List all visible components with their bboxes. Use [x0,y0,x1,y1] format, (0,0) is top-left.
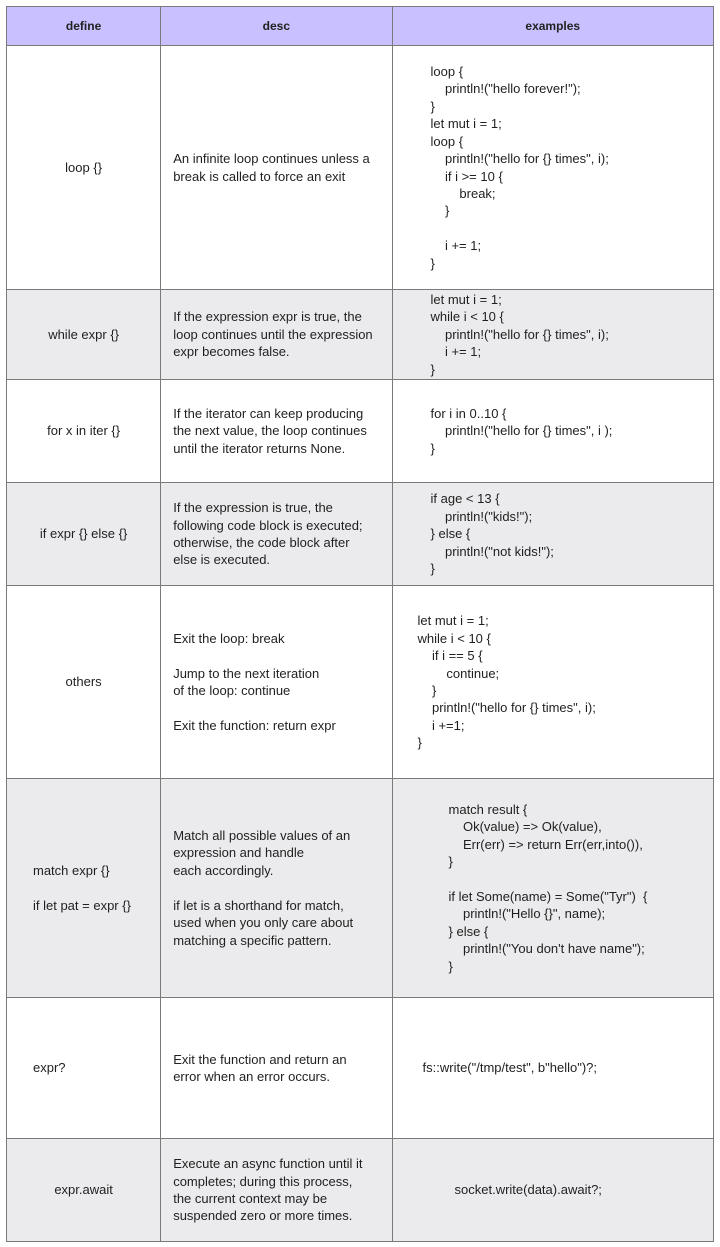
code-line: println!("kids!"); [430,508,533,524]
desc-cell [161,998,392,1139]
desc-text: until the iterator returns None. [173,440,346,456]
define-text: expr.await [54,1182,113,1198]
table-row [7,290,714,380]
desc-cell [161,586,392,779]
desc-text: An infinite loop continues unless a [173,151,370,167]
example-code-cell [392,290,713,380]
desc-text: completes; during this process, [173,1173,353,1189]
code-line: i +=1; [417,717,465,733]
define-cell [7,998,161,1139]
define-cell [7,290,161,380]
code-line: } else { [448,923,489,939]
define-cell [7,586,161,779]
code-line: println!("hello forever!"); [430,81,581,97]
code-line: fs::write("/tmp/test", b"hello")?; [422,1060,598,1076]
code-line: } [448,958,453,974]
code-line: continue; [417,665,500,681]
code-line: if age < 13 { [430,491,500,507]
desc-text: If the iterator can keep producing [173,405,364,421]
code-line: if let Some(name) = Some("Tyr") { [448,888,648,904]
code-line: } [430,203,450,219]
code-line: while i < 10 { [417,630,491,646]
table-row [7,483,714,586]
example-code-cell [392,46,713,290]
desc-text: if let is a shorthand for match, [173,897,344,913]
code-line: Ok(value) => Ok(value), [448,819,602,835]
code-line: println!("hello for {} times", i); [430,326,609,342]
code-line: i += 1; [430,344,482,360]
desc-cell [161,380,392,483]
desc-text: Exit the function: return expr [173,717,336,733]
header-desc: desc [161,7,392,46]
code-line: loop { [430,64,464,80]
desc-text: following code block is executed; [173,517,363,533]
desc-text: If the expression expr is true, the [173,309,362,325]
desc-text: Exit the loop: break [173,630,285,646]
code-line: let mut i = 1; [417,613,489,629]
code-line: i += 1; [430,238,482,254]
desc-text: Exit the function and return an [173,1051,347,1067]
code-line: match result { [448,801,528,817]
desc-text: each accordingly. [173,862,274,878]
define-cell [7,779,161,998]
define-text: loop {} [65,159,103,175]
define-text: expr? [33,1060,66,1076]
define-cell [7,46,161,290]
desc-text: the current context may be [173,1191,328,1206]
desc-cell [161,483,392,586]
table-row [7,380,714,483]
header-define: define [7,7,161,46]
code-line: } [430,561,435,577]
define-text [33,879,160,897]
define-text: if let pat = expr {} [33,897,131,913]
table-row [7,998,714,1139]
desc-cell [161,1139,392,1242]
code-line: } [448,854,453,870]
table-row [7,586,714,779]
example-code-cell [392,483,713,586]
desc-text [173,647,383,664]
code-line: println!("Hello {}", name); [448,906,606,922]
desc-text: expr becomes false. [173,344,290,360]
code-line: loop { [430,133,464,149]
code-line: } [417,683,437,698]
header-row [7,7,714,46]
example-code-cell [392,380,713,483]
code-line: println!("You don't have name"); [448,941,645,957]
desc-cell [161,290,392,380]
desc-cell [161,779,392,998]
desc-text: matching a specific pattern. [173,932,332,948]
define-text: while expr {} [48,326,120,342]
code-line: println!("not kids!"); [430,543,554,559]
desc-text: expression and handle [173,845,305,861]
code-line: } [430,98,435,114]
desc-text: Execute an async function until it [173,1156,363,1172]
define-cell [7,1139,161,1242]
desc-text [173,879,383,896]
desc-cell [161,46,392,290]
table-row [7,779,714,998]
desc-text: loop continues until the expression [173,326,373,342]
control-flow-table [6,6,714,1242]
code-line: for i in 0..10 { [430,405,507,421]
code-line [449,871,713,888]
header-examples: examples [392,7,713,46]
define-text: if expr {} else {} [39,526,128,542]
define-text: others [65,674,102,690]
code-line: socket.write(data).await?; [454,1182,602,1198]
desc-text [173,699,383,716]
code-line: println!("hello for {} times", i); [430,151,609,167]
code-line: } [430,361,435,377]
code-line: let mut i = 1; [430,291,502,307]
example-code-cell [392,779,713,998]
table-row [7,1139,714,1242]
code-line: println!("hello for {} times", i ); [430,423,613,439]
code-line: Err(err) => return Err(err,into()), [448,836,643,852]
define-text: match expr {} [33,862,110,878]
desc-text: else is executed. [173,552,271,568]
example-code-cell [392,1139,713,1242]
desc-text: If the expression is true, the [173,500,333,516]
table-row [7,46,714,290]
desc-text: Match all possible values of an [173,828,351,844]
desc-text: otherwise, the code block after [173,535,350,550]
desc-text: error when an error occurs. [173,1069,330,1084]
define-cell [7,380,161,483]
example-code-cell [392,586,713,779]
code-line: } else { [430,526,471,542]
desc-text: used when you only care about [173,915,354,931]
define-cell [7,483,161,586]
desc-text: of the loop: continue [173,683,291,698]
desc-text: Jump to the next iteration [173,665,320,681]
code-line: if i >= 10 { [430,168,503,184]
desc-text: the next value, the loop continues [173,423,367,439]
desc-text: break is called to force an exit [173,168,346,184]
code-line: } [430,440,435,456]
code-line: while i < 10 { [430,309,504,325]
code-line: let mut i = 1; [430,116,502,132]
example-code-cell [392,998,713,1139]
code-line: } [430,255,435,271]
define-text: for x in iter {} [47,423,121,439]
desc-text: suspended zero or more times. [173,1208,353,1224]
code-line: } [417,735,422,751]
code-line [431,220,713,237]
code-line: println!("hello for {} times", i); [417,700,596,716]
code-line: if i == 5 { [417,648,483,664]
code-line: break; [430,185,496,201]
